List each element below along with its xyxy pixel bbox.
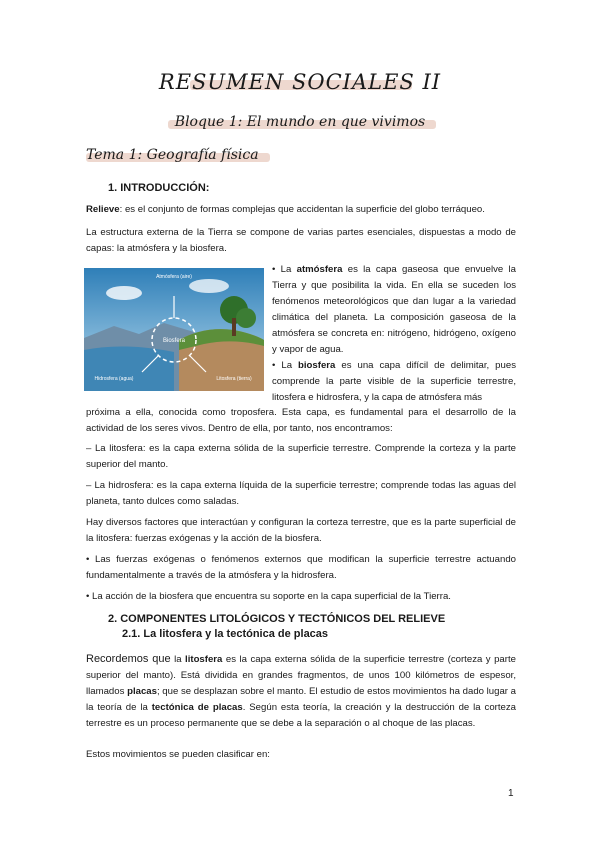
litosfera-label: Litosfera (tierra): [216, 376, 252, 382]
litosfera-item: – La litosfera: es la capa externa sólida de la superficie terrestre. Comprende la corteza y la parte superior del manto.: [86, 443, 516, 470]
placas-term: placas: [127, 686, 157, 697]
biosfera-term: biosfera: [298, 360, 336, 371]
biosfera-bullet: [272, 358, 516, 406]
tectonica-term: tectónica de placas: [151, 702, 243, 713]
block-title: Bloque 1: El mundo en que vivimos: [174, 114, 426, 130]
earth-layers-illustration: [84, 268, 264, 391]
hidrosfera-label: Hidrosfera (agua): [94, 376, 134, 382]
water: [84, 346, 174, 391]
bullet-marker: • La: [272, 360, 293, 371]
biosfera-label: Biosfera: [162, 338, 186, 344]
rec-text-2: ; que se desplazan sobre el manto. El estudio de estos movimientos ha dado lugar a la teoría de la: [86, 686, 517, 713]
tree-canopy-2: [236, 308, 256, 328]
structure-paragraph: La estructura externa de la Tierra se compone de varias partes esenciales, dispuestas a modo de capas: la atmósfera y la biosfera.: [86, 227, 516, 254]
rec-text-3: . Según esta teoría, la creación y la destrucción de la corteza terrestre es un proceso permanente que se debe a la separación o al choque de las placas.: [86, 702, 516, 729]
page-number: 1: [508, 788, 514, 799]
biosfera-text: es una capa difícil de delimitar, pues comprende la parte visible de la superficie terrestre, litosfera e hidrosfera, y la capa de atmósfera más: [272, 360, 516, 403]
relieve-term: Relieve: [86, 204, 120, 215]
relieve-paragraph: [86, 202, 516, 218]
document-title: RESUMEN SOCIALES II: [158, 70, 442, 94]
recordemos-lead: Recordemos que: [86, 653, 171, 665]
subsection-heading-litosfera: 2.1. La litosfera y la tectónica de placas: [122, 628, 329, 640]
atmosfera-bullet: [272, 262, 516, 358]
cloud-1: [106, 286, 142, 300]
bullet-marker: • La: [272, 264, 292, 275]
cloud-2: [189, 279, 229, 293]
factors-paragraph: Hay diversos factores que interactúan y configuran la corteza terrestre, que es la parte superficial de la litosfera: fuerzas exógenas y la acción de la biosfera.: [86, 517, 516, 544]
tree-trunk: [232, 318, 236, 336]
rec-text-1: es la capa externa sólida de la superficie terrestre (corteza y parte superior del manto). Está dividida en grandes fragmentos, de unos 100 kilómetros de espesor, llamados: [86, 654, 516, 697]
relieve-definition: : es el conjunto de formas complejas que accidentan la superficie del globo terráqueo.: [119, 204, 485, 215]
atmosfera-label: Atmósfera (aire): [156, 274, 192, 280]
topic-title: Tema 1: Geografía física: [86, 147, 259, 163]
atmosfera-term: atmósfera: [296, 264, 343, 275]
biosfera-action-bullet: • La acción de la biosfera que encuentra su soporte en la capa superficial de la Tierra.: [86, 591, 451, 602]
recordemos-paragraph: [86, 651, 516, 732]
movimientos-paragraph: Estos movimientos se pueden clasificar en:: [86, 749, 270, 760]
hidrosfera-item: – La hidrosfera: es la capa externa líquida de la superficie terrestre; comprende todas las aguas del planeta, tanto dulces como saladas.: [86, 480, 516, 507]
litosfera-term: litosfera: [185, 654, 223, 665]
section-heading-introduccion: 1. INTRODUCCIÓN:: [108, 182, 210, 194]
biosfera-continuation: próxima a ella, conocida como troposfera. Esta capa, es fundamental para el desarrollo de la actividad de los seres vivos. Dentro de ella, por tanto, nos encontramos:: [86, 407, 516, 434]
exogenas-bullet: • Las fuerzas exógenas o fenómenos externos que modifican la superficie terrestre actuando fundamentalmente a través de la atmósfera y la hidrosfera.: [86, 554, 516, 581]
text-la: la: [170, 654, 186, 665]
atmosfera-text: es la capa gaseosa que envuelve la Tierra y que posibilita la vida. En ella se suceden los fenómenos meteorológicos que dan lugar a la variedad climática del planeta. La composición gaseosa de la atmósfera se concreta en: nitrógeno, hidrógeno, oxígeno y vapor de agua.: [272, 264, 516, 355]
section-heading-componentes: 2. COMPONENTES LITOLÓGICOS Y TECTÓNICOS DEL RELIEVE: [108, 613, 446, 625]
